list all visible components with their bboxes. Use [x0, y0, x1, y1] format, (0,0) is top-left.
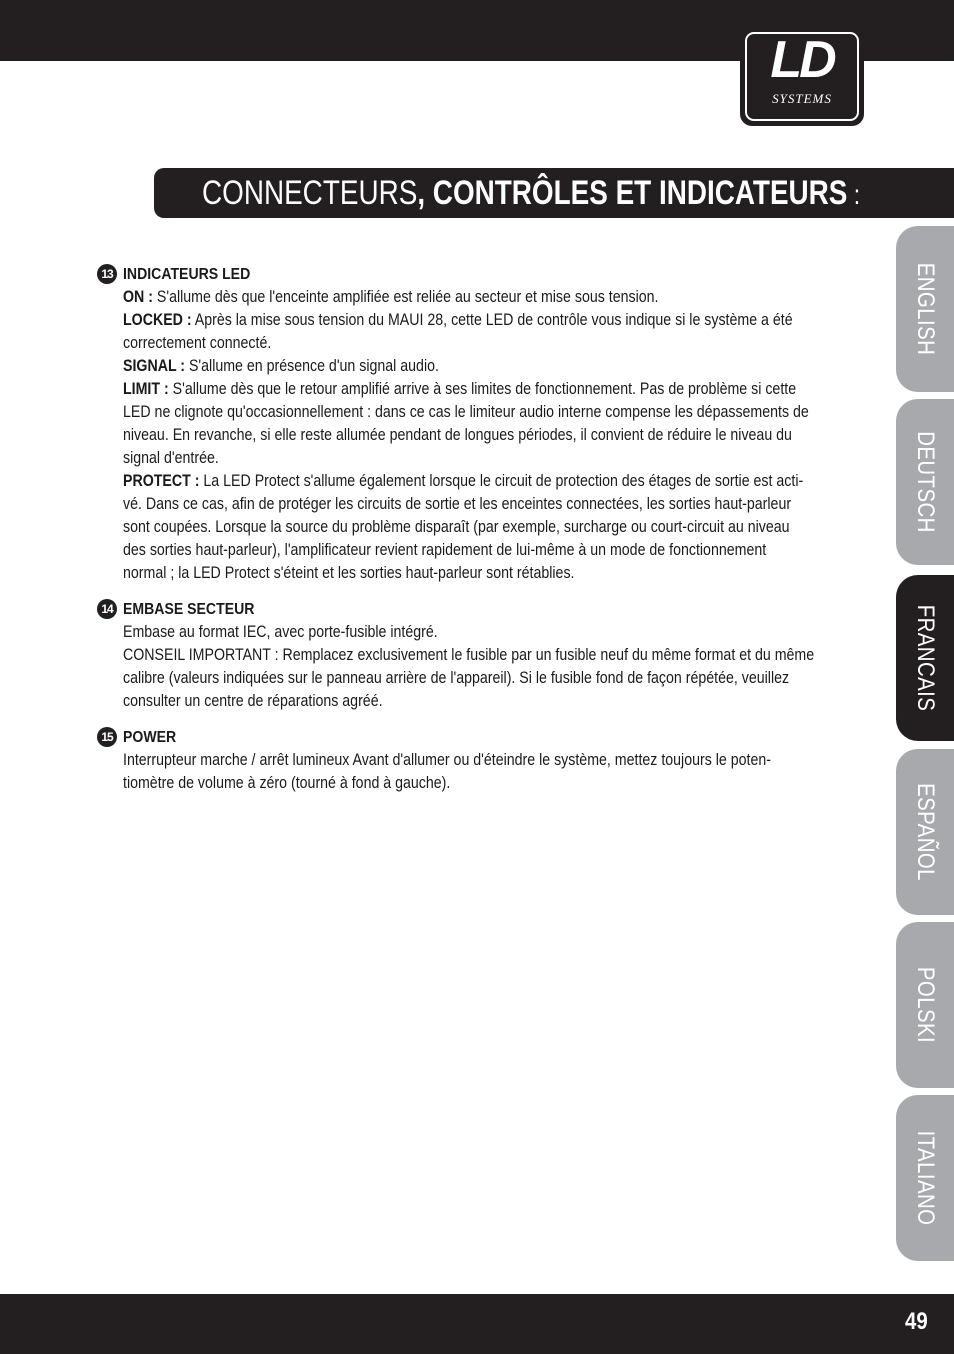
text-line	[123, 378, 863, 401]
title-colon: :	[847, 179, 861, 210]
section-title: EMBASE SECTEUR	[123, 600, 255, 618]
logo-subtitle: SYSTEMS	[772, 91, 832, 106]
tab-label: ESPAÑOL	[912, 783, 939, 881]
text-line: CONSEIL IMPORTANT : Remplacez exclusivement le fusible par un fusible neuf du même format et du même	[123, 646, 815, 664]
text-line: consulter un centre de réparations agréé.	[123, 692, 383, 710]
tab-deutsch[interactable]	[896, 399, 954, 565]
section-led-indicators	[97, 262, 862, 585]
text-line: calibre (valeurs indiquées sur le panneau arrière de l'appareil). Si le fusible fond de façon répétée, veuillez	[123, 669, 790, 687]
logo-mark: LD	[770, 31, 834, 89]
text-line: normal ; la LED Protect s'éteint et les sorties haut-parleur sont rétablies.	[123, 564, 575, 582]
ld-systems-logo	[740, 27, 864, 126]
item-number-badge: 15	[97, 727, 117, 747]
title-band	[154, 168, 954, 218]
text-line: niveau. En revanche, si elle reste allumée pendant de longues périodes, il convient de réduire le niveau du	[123, 426, 792, 444]
section-title: POWER	[123, 728, 177, 746]
section-body	[123, 621, 863, 713]
bottom-bar	[0, 1294, 954, 1354]
tab-label: POLSKI	[912, 966, 939, 1044]
tab-label: ITALIANO	[912, 1130, 939, 1226]
text-line: correctement connecté.	[123, 334, 272, 352]
item-number-badge: 14	[97, 599, 117, 619]
text-line: vé. Dans ce cas, afin de protéger les circuits de sortie et les enceintes connectées, les sorties haut-parleur	[123, 495, 792, 513]
section-head	[97, 262, 862, 286]
text-line: Embase au format IEC, avec porte-fusible intégré.	[123, 623, 438, 641]
text-line	[123, 309, 863, 332]
title-bold: , CONTRÔLES ET INDICATEURS	[417, 174, 848, 212]
section-body	[123, 749, 863, 795]
text-line	[123, 470, 863, 493]
page-number: 49	[905, 1308, 928, 1335]
section-title: INDICATEURS LED	[123, 265, 251, 283]
section-head	[97, 725, 862, 749]
text-line	[123, 286, 863, 309]
tab-francais[interactable]	[896, 575, 954, 741]
text-line: Interrupteur marche / arrêt lumineux Avant d'allumer ou d'éteindre le système, mettez toujours le poten-	[123, 751, 771, 769]
text-line	[123, 355, 863, 378]
text-line: tiomètre de volume à zéro (tourné à fond à gauche).	[123, 774, 451, 792]
keyword: LIMIT :	[123, 380, 169, 398]
tab-label: FRANCAIS	[912, 604, 939, 712]
keyword: LOCKED :	[123, 311, 192, 329]
text: S'allume en présence d'un signal audio.	[185, 357, 439, 375]
keyword: ON :	[123, 288, 153, 306]
tab-english[interactable]	[896, 226, 954, 392]
section-body	[123, 286, 863, 585]
tab-polski[interactable]	[896, 922, 954, 1088]
text-line: sont coupées. Lorsque la source du problème disparaît (par exemple, surcharge ou court-circuit au niveau	[123, 518, 790, 536]
keyword: SIGNAL :	[123, 357, 186, 375]
tab-espanol[interactable]	[896, 749, 954, 915]
text: S'allume dès que l'enceinte amplifiée est reliée au secteur et mise sous tension.	[152, 288, 659, 306]
text: S'allume dès que le retour amplifié arrive à ses limites de fonctionnement. Pas de problème si cette	[168, 380, 797, 398]
text: La LED Protect s'allume également lorsque le circuit de protection des étages de sortie est acti-	[199, 472, 804, 490]
item-number-badge: 13	[97, 264, 117, 284]
page-title	[202, 175, 860, 213]
tab-italiano[interactable]	[896, 1095, 954, 1261]
text-line: signal d'entrée.	[123, 449, 219, 467]
title-light: CONNECTEURS	[202, 174, 418, 212]
section-head	[97, 597, 862, 621]
text-line: des sorties haut-parleur), l'amplificateur revient rapidement de lui-même à un mode de fonctionnement	[123, 541, 767, 559]
text: Après la mise sous tension du MAUI 28, cette LED de contrôle vous indique si le système a été	[191, 311, 793, 329]
content	[97, 262, 862, 807]
section-mains-socket	[97, 597, 862, 713]
tab-label: ENGLISH	[912, 262, 939, 356]
text-line: LED ne clignote qu'occasionnellement : dans ce cas le limiteur audio interne compense les dépassements de	[123, 403, 809, 421]
keyword: PROTECT :	[123, 472, 200, 490]
tab-label: DEUTSCH	[912, 431, 939, 533]
section-power	[97, 725, 862, 795]
